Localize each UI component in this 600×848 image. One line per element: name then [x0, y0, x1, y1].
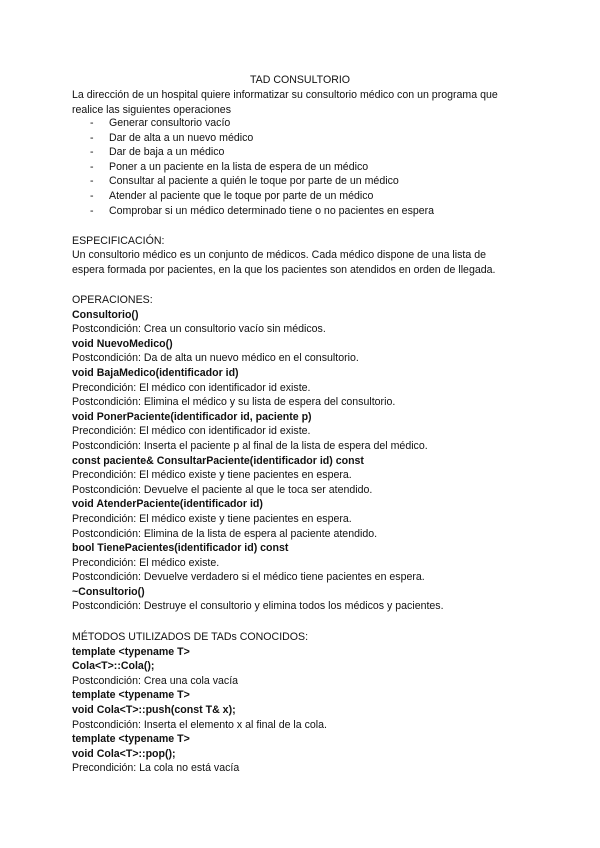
operation-condition: Postcondición: Da de alta un nuevo médico en el consultorio.	[72, 352, 359, 365]
list-item-text: Consultar al paciente a quién le toque por parte de un médico	[109, 175, 399, 188]
list-item	[90, 116, 434, 131]
list-item	[90, 160, 434, 175]
operation-condition: Precondición: El médico existe y tiene pacientes en espera.	[72, 469, 352, 482]
list-item-text: Dar de alta a un nuevo médico	[109, 131, 254, 144]
list-item-text: Generar consultorio vacío	[109, 117, 231, 129]
list-item	[90, 145, 434, 160]
dash-bullet-icon: -	[90, 189, 94, 202]
operation-condition: Precondición: El médico con identificador id existe.	[72, 425, 311, 438]
list-item	[90, 189, 434, 204]
spec-heading: ESPECIFICACIÓN:	[72, 235, 165, 247]
method-signature: Cola<T>::Cola();	[72, 660, 155, 673]
list-item-text: Comprobar si un médico determinado tiene o no pacientes en espera	[109, 204, 435, 217]
operation-signature: bool TienePacientes(identificador id) const	[72, 542, 289, 555]
operation-condition: Precondición: El médico con identificador id existe.	[72, 381, 311, 394]
list-item-text: Atender al paciente que le toque por parte de un médico	[109, 189, 374, 202]
spec-paragraph	[72, 248, 532, 277]
method-signature: template <typename T>	[72, 733, 190, 746]
operation-condition: Postcondición: Devuelve verdadero si el médico tiene pacientes en espera.	[72, 571, 425, 584]
document-title: TAD CONSULTORIO	[249, 74, 351, 86]
operation-signature: Consultorio()	[72, 308, 139, 321]
operations-bullet-list	[90, 116, 434, 218]
methods-heading: MÉTODOS UTILIZADOS DE TADs CONOCIDOS:	[72, 631, 309, 643]
operation-signature: void NuevoMedico()	[72, 337, 173, 350]
method-signature: template <typename T>	[72, 689, 190, 702]
intro-line: realice las siguientes operaciones	[72, 103, 231, 116]
operation-condition: Precondición: El médico existe.	[72, 556, 220, 569]
method-condition: Postcondición: Crea una cola vacía	[72, 674, 239, 687]
list-item	[90, 174, 434, 189]
method-condition: Precondición: La cola no está vacía	[72, 762, 240, 775]
spec-line: Un consultorio médico es un conjunto de médicos. Cada médico dispone de una lista de	[72, 249, 486, 261]
operations-heading: OPERACIONES:	[72, 294, 153, 306]
operations-section	[72, 293, 532, 614]
operation-signature: void AtenderPaciente(identificador id)	[72, 498, 263, 511]
operation-condition: Precondición: El médico existe y tiene pacientes en espera.	[72, 512, 352, 525]
operation-condition: Postcondición: Elimina el médico y su lista de espera del consultorio.	[72, 396, 396, 409]
dash-bullet-icon: -	[90, 131, 94, 144]
operation-signature: const paciente& ConsultarPaciente(identificador id) const	[72, 454, 364, 467]
method-condition: Postcondición: Inserta el elemento x al final de la cola.	[72, 718, 327, 731]
operation-condition: Postcondición: Devuelve el paciente al que le toca ser atendido.	[72, 483, 373, 496]
dash-bullet-icon: -	[90, 204, 94, 217]
list-item-text: Dar de baja a un médico	[109, 146, 225, 159]
method-signature: void Cola<T>::pop();	[72, 747, 176, 760]
list-item-text: Poner a un paciente en la lista de espera de un médico	[109, 160, 369, 173]
operation-condition: Postcondición: Destruye el consultorio y elimina todos los médicos y pacientes.	[72, 600, 444, 613]
methods-section	[72, 630, 532, 776]
operation-condition: Postcondición: Crea un consultorio vacío sin médicos.	[72, 323, 326, 336]
dash-bullet-icon: -	[90, 117, 94, 129]
dash-bullet-icon: -	[90, 160, 94, 173]
spec-line: espera formada por pacientes, en la que los pacientes son atendidos en orden de llegada.	[72, 263, 496, 276]
operation-signature: void BajaMedico(identificador id)	[72, 366, 239, 379]
operation-signature: void PonerPaciente(identificador id, paciente p)	[72, 410, 312, 423]
method-signature: template <typename T>	[72, 645, 190, 658]
list-item	[90, 131, 434, 146]
dash-bullet-icon: -	[90, 175, 94, 188]
operation-signature: ~Consultorio()	[72, 585, 145, 598]
list-item	[90, 204, 434, 219]
method-signature: void Cola<T>::push(const T& x);	[72, 703, 236, 716]
operation-condition: Postcondición: Elimina de la lista de espera al paciente atendido.	[72, 527, 378, 540]
intro-paragraph	[72, 88, 532, 117]
operation-condition: Postcondición: Inserta el paciente p al final de la lista de espera del médico.	[72, 439, 428, 452]
intro-line: La dirección de un hospital quiere informatizar su consultorio médico con un programa que	[72, 89, 498, 101]
dash-bullet-icon: -	[90, 146, 94, 159]
